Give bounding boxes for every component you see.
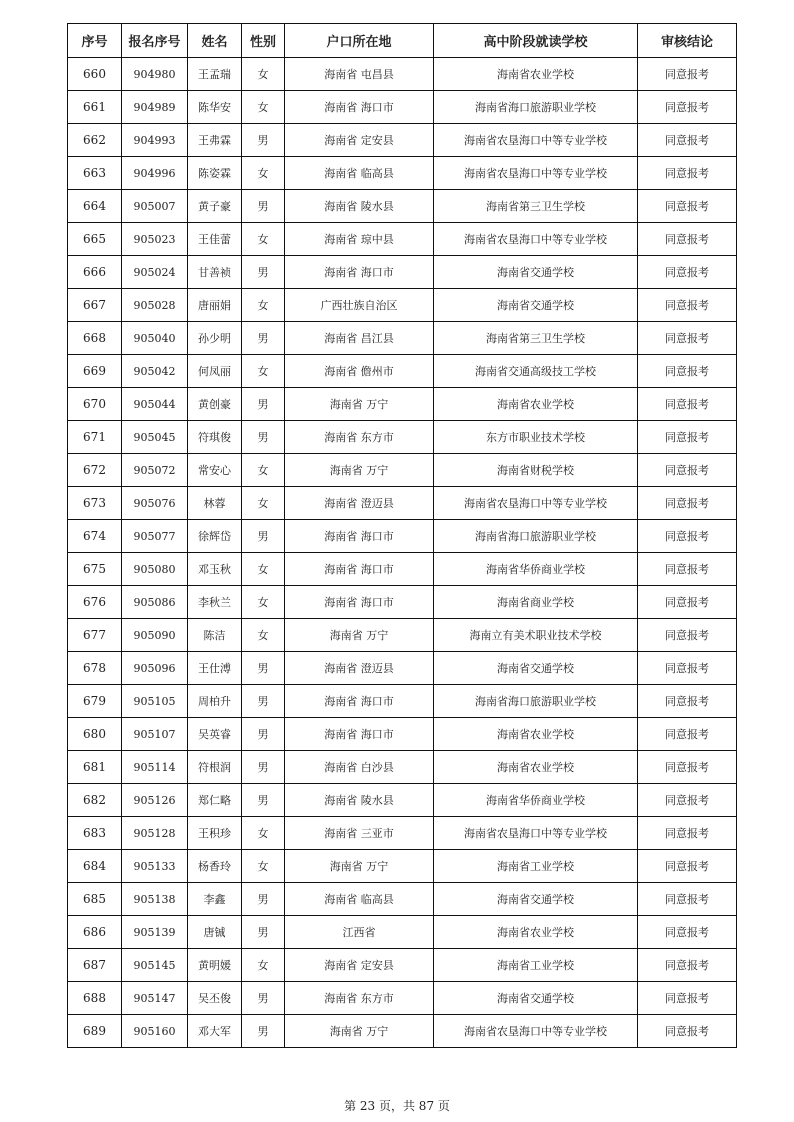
cell-name: 郑仁略 <box>188 784 242 817</box>
cell-school: 海南省华侨商业学校 <box>434 553 638 586</box>
cell-name: 邓玉秋 <box>188 553 242 586</box>
cell-seq: 681 <box>68 751 122 784</box>
cell-name: 孙少明 <box>188 322 242 355</box>
cell-conclusion: 同意报考 <box>638 322 737 355</box>
cell-seq: 683 <box>68 817 122 850</box>
cell-school: 海南省海口旅游职业学校 <box>434 685 638 718</box>
cell-school: 海南省农垦海口中等专业学校 <box>434 487 638 520</box>
cell-school: 海南省财税学校 <box>434 454 638 487</box>
cell-seq: 668 <box>68 322 122 355</box>
table-row <box>68 751 737 784</box>
cell-school: 海南省海口旅游职业学校 <box>434 91 638 124</box>
cell-gender: 男 <box>242 718 285 751</box>
cell-seq: 661 <box>68 91 122 124</box>
cell-reg-no: 905138 <box>122 883 188 916</box>
cell-seq: 687 <box>68 949 122 982</box>
cell-name: 王仕溥 <box>188 652 242 685</box>
cell-reg-no: 905105 <box>122 685 188 718</box>
cell-conclusion: 同意报考 <box>638 652 737 685</box>
cell-seq: 684 <box>68 850 122 883</box>
cell-residence: 海南省 临高县 <box>285 157 434 190</box>
table-row <box>68 784 737 817</box>
cell-conclusion: 同意报考 <box>638 58 737 91</box>
cell-name: 符琪俊 <box>188 421 242 454</box>
table-row <box>68 454 737 487</box>
cell-name: 唐丽娟 <box>188 289 242 322</box>
cell-gender: 女 <box>242 949 285 982</box>
cell-school: 海南省农业学校 <box>434 916 638 949</box>
cell-conclusion: 同意报考 <box>638 982 737 1015</box>
cell-conclusion: 同意报考 <box>638 289 737 322</box>
cell-conclusion: 同意报考 <box>638 91 737 124</box>
cell-gender: 男 <box>242 421 285 454</box>
cell-reg-no: 905080 <box>122 553 188 586</box>
cell-school: 海南省工业学校 <box>434 850 638 883</box>
header-reg-no: 报名序号 <box>122 24 188 58</box>
cell-gender: 女 <box>242 487 285 520</box>
page-footer: 第 23 页，共 87 页 <box>344 1099 450 1113</box>
cell-conclusion: 同意报考 <box>638 520 737 553</box>
cell-residence: 海南省 临高县 <box>285 883 434 916</box>
table-row <box>68 850 737 883</box>
table-row <box>68 91 737 124</box>
cell-name: 何凤丽 <box>188 355 242 388</box>
cell-residence: 海南省 昌江县 <box>285 322 434 355</box>
table-row <box>68 685 737 718</box>
cell-reg-no: 905076 <box>122 487 188 520</box>
header-name: 姓名 <box>188 24 242 58</box>
table-row <box>68 883 737 916</box>
table-row <box>68 586 737 619</box>
cell-conclusion: 同意报考 <box>638 685 737 718</box>
cell-reg-no: 905096 <box>122 652 188 685</box>
cell-residence: 海南省 陵水县 <box>285 190 434 223</box>
cell-school: 海南省交通学校 <box>434 982 638 1015</box>
cell-reg-no: 905128 <box>122 817 188 850</box>
cell-reg-no: 905114 <box>122 751 188 784</box>
cell-reg-no: 905045 <box>122 421 188 454</box>
cell-name: 周柏升 <box>188 685 242 718</box>
cell-seq: 671 <box>68 421 122 454</box>
cell-conclusion: 同意报考 <box>638 586 737 619</box>
table-row <box>68 223 737 256</box>
cell-residence: 海南省 万宁 <box>285 454 434 487</box>
cell-seq: 670 <box>68 388 122 421</box>
cell-reg-no: 905023 <box>122 223 188 256</box>
cell-school: 海南省农业学校 <box>434 718 638 751</box>
cell-name: 甘善祯 <box>188 256 242 289</box>
cell-name: 黄子豪 <box>188 190 242 223</box>
cell-seq: 686 <box>68 916 122 949</box>
table-row <box>68 1015 737 1048</box>
cell-conclusion: 同意报考 <box>638 718 737 751</box>
cell-conclusion: 同意报考 <box>638 355 737 388</box>
cell-gender: 女 <box>242 157 285 190</box>
cell-seq: 669 <box>68 355 122 388</box>
table-row <box>68 322 737 355</box>
cell-school: 海南省第三卫生学校 <box>434 322 638 355</box>
cell-reg-no: 905040 <box>122 322 188 355</box>
cell-seq: 677 <box>68 619 122 652</box>
cell-conclusion: 同意报考 <box>638 883 737 916</box>
cell-name: 陈洁 <box>188 619 242 652</box>
cell-name: 常安心 <box>188 454 242 487</box>
cell-name: 王积珍 <box>188 817 242 850</box>
cell-conclusion: 同意报考 <box>638 421 737 454</box>
cell-name: 吴丕俊 <box>188 982 242 1015</box>
cell-name: 王弗霖 <box>188 124 242 157</box>
cell-gender: 男 <box>242 1015 285 1048</box>
cell-reg-no: 905007 <box>122 190 188 223</box>
cell-seq: 685 <box>68 883 122 916</box>
cell-reg-no: 905086 <box>122 586 188 619</box>
cell-reg-no: 905044 <box>122 388 188 421</box>
cell-school: 海南省农垦海口中等专业学校 <box>434 817 638 850</box>
cell-seq: 662 <box>68 124 122 157</box>
cell-residence: 海南省 海口市 <box>285 256 434 289</box>
table-row <box>68 817 737 850</box>
cell-school: 海南省交通高级技工学校 <box>434 355 638 388</box>
cell-gender: 女 <box>242 58 285 91</box>
cell-residence: 海南省 澄迈县 <box>285 652 434 685</box>
cell-name: 黄创豪 <box>188 388 242 421</box>
header-gender: 性别 <box>242 24 285 58</box>
cell-seq: 674 <box>68 520 122 553</box>
cell-conclusion: 同意报考 <box>638 784 737 817</box>
cell-name: 陈华安 <box>188 91 242 124</box>
cell-reg-no: 905139 <box>122 916 188 949</box>
cell-conclusion: 同意报考 <box>638 256 737 289</box>
cell-residence: 海南省 定安县 <box>285 124 434 157</box>
cell-seq: 676 <box>68 586 122 619</box>
cell-seq: 672 <box>68 454 122 487</box>
cell-name: 唐铖 <box>188 916 242 949</box>
cell-reg-no: 905160 <box>122 1015 188 1048</box>
cell-seq: 680 <box>68 718 122 751</box>
cell-residence: 海南省 东方市 <box>285 421 434 454</box>
cell-conclusion: 同意报考 <box>638 949 737 982</box>
cell-school: 海南省交通学校 <box>434 289 638 322</box>
table-header-row <box>68 24 737 58</box>
table-row <box>68 124 737 157</box>
cell-gender: 男 <box>242 751 285 784</box>
cell-residence: 海南省 万宁 <box>285 850 434 883</box>
cell-gender: 男 <box>242 652 285 685</box>
cell-seq: 664 <box>68 190 122 223</box>
table-row <box>68 388 737 421</box>
cell-reg-no: 905042 <box>122 355 188 388</box>
cell-seq: 678 <box>68 652 122 685</box>
cell-gender: 女 <box>242 355 285 388</box>
cell-school: 海南省农垦海口中等专业学校 <box>434 157 638 190</box>
cell-name: 邓大军 <box>188 1015 242 1048</box>
applicant-table <box>67 23 737 1048</box>
cell-name: 吴英睿 <box>188 718 242 751</box>
cell-residence: 海南省 定安县 <box>285 949 434 982</box>
cell-reg-no: 905028 <box>122 289 188 322</box>
cell-school: 海南省工业学校 <box>434 949 638 982</box>
table-row <box>68 520 737 553</box>
cell-conclusion: 同意报考 <box>638 223 737 256</box>
cell-reg-no: 905145 <box>122 949 188 982</box>
cell-residence: 海南省 万宁 <box>285 1015 434 1048</box>
cell-residence: 海南省 屯昌县 <box>285 58 434 91</box>
cell-name: 陈姿霖 <box>188 157 242 190</box>
cell-gender: 女 <box>242 91 285 124</box>
cell-residence: 海南省 海口市 <box>285 718 434 751</box>
cell-reg-no: 905147 <box>122 982 188 1015</box>
cell-residence: 海南省 陵水县 <box>285 784 434 817</box>
cell-residence: 海南省 海口市 <box>285 520 434 553</box>
cell-gender: 女 <box>242 586 285 619</box>
cell-gender: 女 <box>242 553 285 586</box>
cell-name: 王佳蕾 <box>188 223 242 256</box>
header-residence: 户口所在地 <box>285 24 434 58</box>
cell-reg-no: 905077 <box>122 520 188 553</box>
cell-conclusion: 同意报考 <box>638 454 737 487</box>
cell-conclusion: 同意报考 <box>638 619 737 652</box>
cell-residence: 海南省 东方市 <box>285 982 434 1015</box>
cell-seq: 667 <box>68 289 122 322</box>
cell-conclusion: 同意报考 <box>638 388 737 421</box>
cell-gender: 女 <box>242 817 285 850</box>
cell-seq: 679 <box>68 685 122 718</box>
cell-residence: 海南省 万宁 <box>285 388 434 421</box>
cell-gender: 男 <box>242 124 285 157</box>
cell-school: 海南省交通学校 <box>434 256 638 289</box>
table-row <box>68 289 737 322</box>
cell-seq: 675 <box>68 553 122 586</box>
table-row <box>68 619 737 652</box>
cell-name: 李秋兰 <box>188 586 242 619</box>
cell-school: 海南省华侨商业学校 <box>434 784 638 817</box>
cell-name: 徐辉岱 <box>188 520 242 553</box>
table-row <box>68 256 737 289</box>
cell-gender: 男 <box>242 916 285 949</box>
cell-residence: 海南省 海口市 <box>285 685 434 718</box>
table-row <box>68 652 737 685</box>
table-row <box>68 949 737 982</box>
cell-conclusion: 同意报考 <box>638 817 737 850</box>
cell-residence: 海南省 海口市 <box>285 553 434 586</box>
cell-gender: 女 <box>242 619 285 652</box>
cell-gender: 男 <box>242 388 285 421</box>
cell-gender: 女 <box>242 223 285 256</box>
cell-gender: 男 <box>242 520 285 553</box>
cell-reg-no: 904980 <box>122 58 188 91</box>
cell-conclusion: 同意报考 <box>638 124 737 157</box>
cell-reg-no: 905024 <box>122 256 188 289</box>
table-row <box>68 487 737 520</box>
cell-residence: 江西省 <box>285 916 434 949</box>
cell-gender: 男 <box>242 883 285 916</box>
cell-school: 海南省农垦海口中等专业学校 <box>434 1015 638 1048</box>
cell-residence: 海南省 琼中县 <box>285 223 434 256</box>
cell-gender: 男 <box>242 190 285 223</box>
cell-school: 东方市职业技术学校 <box>434 421 638 454</box>
cell-gender: 男 <box>242 256 285 289</box>
cell-residence: 海南省 海口市 <box>285 91 434 124</box>
cell-conclusion: 同意报考 <box>638 1015 737 1048</box>
cell-school: 海南省农垦海口中等专业学校 <box>434 223 638 256</box>
table-row <box>68 190 737 223</box>
header-conclusion: 审核结论 <box>638 24 737 58</box>
cell-residence: 海南省 三亚市 <box>285 817 434 850</box>
cell-residence: 海南省 澄迈县 <box>285 487 434 520</box>
cell-school: 海南省农垦海口中等专业学校 <box>434 124 638 157</box>
cell-name: 王孟瑞 <box>188 58 242 91</box>
table-row <box>68 157 737 190</box>
cell-residence: 广西壮族自治区 <box>285 289 434 322</box>
table-row <box>68 916 737 949</box>
cell-conclusion: 同意报考 <box>638 157 737 190</box>
cell-gender: 女 <box>242 850 285 883</box>
cell-school: 海南省第三卫生学校 <box>434 190 638 223</box>
cell-name: 符根润 <box>188 751 242 784</box>
cell-name: 林蓉 <box>188 487 242 520</box>
cell-gender: 男 <box>242 322 285 355</box>
cell-conclusion: 同意报考 <box>638 751 737 784</box>
cell-residence: 海南省 白沙县 <box>285 751 434 784</box>
table-row <box>68 421 737 454</box>
cell-seq: 689 <box>68 1015 122 1048</box>
cell-residence: 海南省 海口市 <box>285 586 434 619</box>
cell-conclusion: 同意报考 <box>638 553 737 586</box>
cell-school: 海南省交通学校 <box>434 883 638 916</box>
cell-reg-no: 905133 <box>122 850 188 883</box>
cell-school: 海南省商业学校 <box>434 586 638 619</box>
header-seq: 序号 <box>68 24 122 58</box>
cell-seq: 665 <box>68 223 122 256</box>
cell-reg-no: 905126 <box>122 784 188 817</box>
cell-seq: 660 <box>68 58 122 91</box>
cell-gender: 男 <box>242 685 285 718</box>
table-row <box>68 718 737 751</box>
header-school: 高中阶段就读学校 <box>434 24 638 58</box>
cell-school: 海南立有美术职业技术学校 <box>434 619 638 652</box>
cell-gender: 男 <box>242 982 285 1015</box>
cell-seq: 663 <box>68 157 122 190</box>
cell-reg-no: 905090 <box>122 619 188 652</box>
cell-school: 海南省海口旅游职业学校 <box>434 520 638 553</box>
cell-seq: 666 <box>68 256 122 289</box>
cell-conclusion: 同意报考 <box>638 850 737 883</box>
cell-gender: 女 <box>242 289 285 322</box>
cell-reg-no: 905072 <box>122 454 188 487</box>
cell-school: 海南省农业学校 <box>434 58 638 91</box>
cell-conclusion: 同意报考 <box>638 916 737 949</box>
cell-name: 黄明媛 <box>188 949 242 982</box>
cell-residence: 海南省 儋州市 <box>285 355 434 388</box>
table-row <box>68 58 737 91</box>
cell-reg-no: 904989 <box>122 91 188 124</box>
cell-reg-no: 904993 <box>122 124 188 157</box>
cell-school: 海南省农业学校 <box>434 751 638 784</box>
cell-reg-no: 904996 <box>122 157 188 190</box>
cell-reg-no: 905107 <box>122 718 188 751</box>
cell-gender: 女 <box>242 454 285 487</box>
cell-gender: 男 <box>242 784 285 817</box>
cell-name: 杨香玲 <box>188 850 242 883</box>
cell-conclusion: 同意报考 <box>638 190 737 223</box>
table-row <box>68 982 737 1015</box>
table-row <box>68 355 737 388</box>
cell-school: 海南省农业学校 <box>434 388 638 421</box>
cell-school: 海南省交通学校 <box>434 652 638 685</box>
cell-seq: 673 <box>68 487 122 520</box>
cell-seq: 688 <box>68 982 122 1015</box>
cell-residence: 海南省 万宁 <box>285 619 434 652</box>
cell-name: 李鑫 <box>188 883 242 916</box>
table-row <box>68 553 737 586</box>
cell-conclusion: 同意报考 <box>638 487 737 520</box>
cell-seq: 682 <box>68 784 122 817</box>
